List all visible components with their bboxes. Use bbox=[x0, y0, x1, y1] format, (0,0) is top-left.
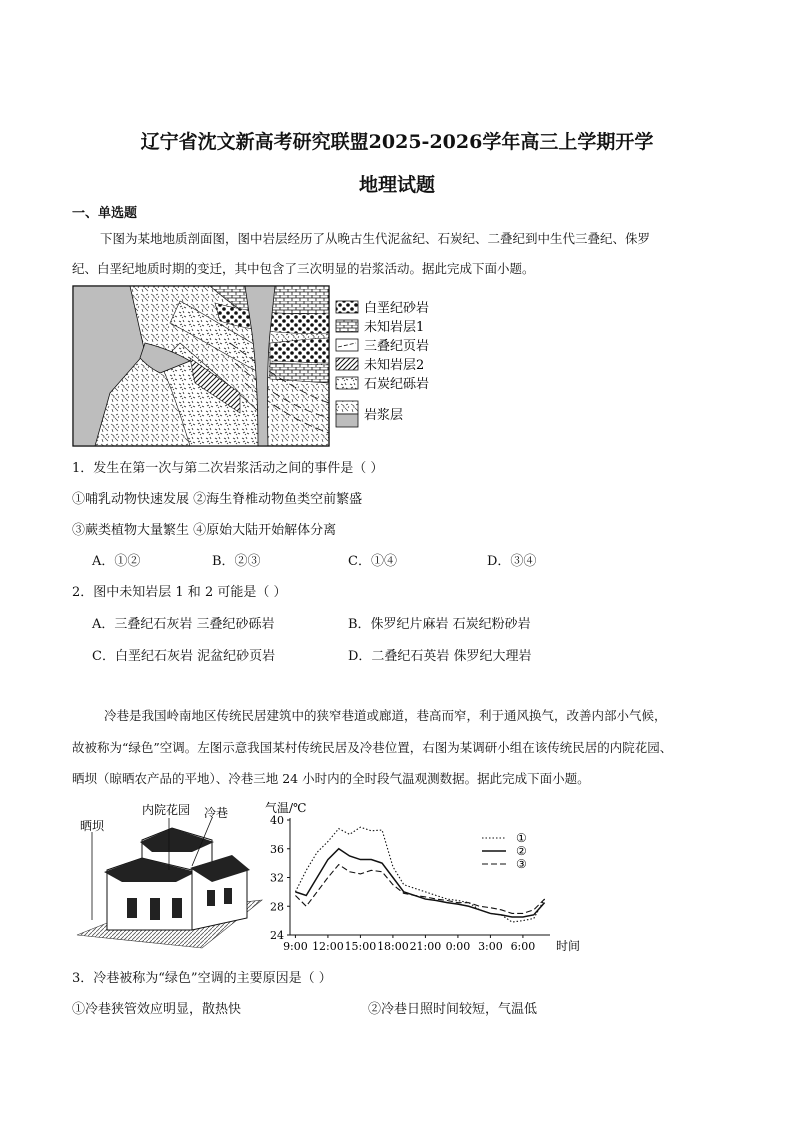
x-tick-label: 3:00 bbox=[478, 940, 503, 953]
title-line1: 辽宁省沈文新高考研究联盟2025-2026学年高三上学期开学 bbox=[140, 131, 654, 153]
series-line-1 bbox=[295, 827, 544, 922]
q1-stem: 1．发生在第一次与第二次岩浆活动之间的事件是（ ） bbox=[72, 461, 384, 476]
legend-label-3: ③ bbox=[516, 857, 527, 871]
legend-swatch-carboniferous-conglomerate bbox=[336, 377, 358, 389]
title-line2: 地理试题 bbox=[358, 174, 435, 196]
y-tick-label: 28 bbox=[270, 900, 284, 914]
q2-option-a[interactable]: A．三叠纪石灰岩 三叠纪砂砾岩 bbox=[92, 617, 275, 632]
chart-xlabel: 时间 bbox=[556, 939, 580, 953]
residence-illustration bbox=[72, 800, 272, 950]
legend-label-6: 岩浆层 bbox=[364, 408, 404, 423]
label-inner-garden: 内院花园 bbox=[142, 803, 191, 817]
series-line-3 bbox=[295, 865, 544, 914]
label-cold-lane: 冷巷 bbox=[204, 806, 229, 820]
q3-statement-2: ②冷巷日照时间较短，气温低 bbox=[368, 1002, 538, 1017]
passage2-line1: 冷巷是我国岭南地区传统民居建筑中的狭窄巷道或廊道，巷高而窄，利于通风换气，改善内部小气候， bbox=[104, 708, 667, 723]
legend-swatch-unknown-layer1 bbox=[336, 320, 358, 332]
x-tick-label: 18:00 bbox=[377, 940, 409, 953]
geology-profile-figure bbox=[70, 283, 460, 449]
legend-label-2: ② bbox=[516, 844, 527, 858]
legend-label-3: 三叠纪页岩 bbox=[364, 339, 430, 354]
passage1-line1: 下图为某地地质剖面图，图中岩层经历了从晚古生代泥盆纪、石炭纪、二叠纪到中生代三叠纪、侏罗 bbox=[100, 231, 651, 246]
legend-swatch-magma-lower bbox=[336, 414, 358, 427]
x-tick-label: 6:00 bbox=[510, 940, 536, 953]
q3-statement-1: ①冷巷狭管效应明显，散热快 bbox=[72, 1002, 242, 1017]
legend-swatch-unknown-layer2 bbox=[336, 358, 358, 370]
legend-label-4: 未知岩层2 bbox=[364, 358, 425, 373]
legend-swatch-cretaceous-sandstone bbox=[336, 301, 358, 313]
q1-option-d[interactable]: D．③④ bbox=[487, 554, 537, 569]
x-tick-label: 21:00 bbox=[409, 940, 442, 953]
passage2-line3: 晒坝（晾晒农产品的平地）、冷巷三地 24 小时内的全时段气温观测数据。据此完成下面小题。 bbox=[72, 771, 590, 786]
q1-option-c[interactable]: C．①④ bbox=[348, 554, 397, 569]
x-tick-label: 9:00 bbox=[283, 940, 308, 953]
q3-stem: 3．冷巷被称为“绿色”空调的主要原因是（ ） bbox=[72, 971, 332, 986]
legend-label-1: ① bbox=[516, 831, 527, 845]
legend-swatch-magma-upper bbox=[336, 401, 358, 414]
temperature-chart bbox=[260, 798, 580, 958]
q2-stem: 2．图中未知岩层 1 和 2 可能是（ ） bbox=[72, 585, 287, 600]
section-heading: 一、单选题 bbox=[72, 206, 138, 221]
y-tick-label: 24 bbox=[270, 929, 284, 942]
series-line-2 bbox=[295, 849, 544, 917]
chart-ylabel: 气温/℃ bbox=[265, 801, 307, 815]
y-tick-label: 32 bbox=[270, 871, 284, 885]
y-tick-label: 36 bbox=[270, 842, 284, 856]
q2-option-c[interactable]: C．白垩纪石灰岩 泥盆纪砂页岩 bbox=[92, 649, 276, 664]
y-tick-label: 40 bbox=[270, 814, 284, 827]
q2-option-d[interactable]: D．二叠纪石英岩 侏罗纪大理岩 bbox=[348, 649, 532, 664]
x-tick-label: 12:00 bbox=[312, 940, 344, 953]
legend-label-2: 未知岩层1 bbox=[364, 320, 425, 335]
x-tick-label: 0:00 bbox=[445, 940, 471, 953]
passage2-line2: 故被称为“绿色”空调。左图示意我国某村传统民居及冷巷位置，右图为某调研小组在该传统民居的内院花园、 bbox=[72, 740, 673, 755]
x-tick-label: 15:00 bbox=[344, 940, 377, 953]
q1-statements-1: ①哺乳动物快速发展 ②海生脊椎动物鱼类空前繁盛 bbox=[72, 492, 363, 507]
legend-label-5: 石炭纪砾岩 bbox=[364, 377, 430, 392]
q1-option-a[interactable]: A．①② bbox=[92, 554, 141, 569]
label-shaiba: 晒坝 bbox=[80, 819, 105, 833]
q1-statements-2: ③蕨类植物大量繁生 ④原始大陆开始解体分离 bbox=[72, 523, 337, 538]
q2-option-b[interactable]: B．侏罗纪片麻岩 石炭纪粉砂岩 bbox=[348, 617, 531, 632]
legend-label-1: 白垩纪砂岩 bbox=[364, 301, 430, 316]
passage1-line2: 纪、白垩纪地质时期的变迁，其中包含了三次明显的岩浆活动。据此完成下面小题。 bbox=[72, 261, 535, 276]
q1-option-b[interactable]: B．②③ bbox=[212, 554, 261, 569]
